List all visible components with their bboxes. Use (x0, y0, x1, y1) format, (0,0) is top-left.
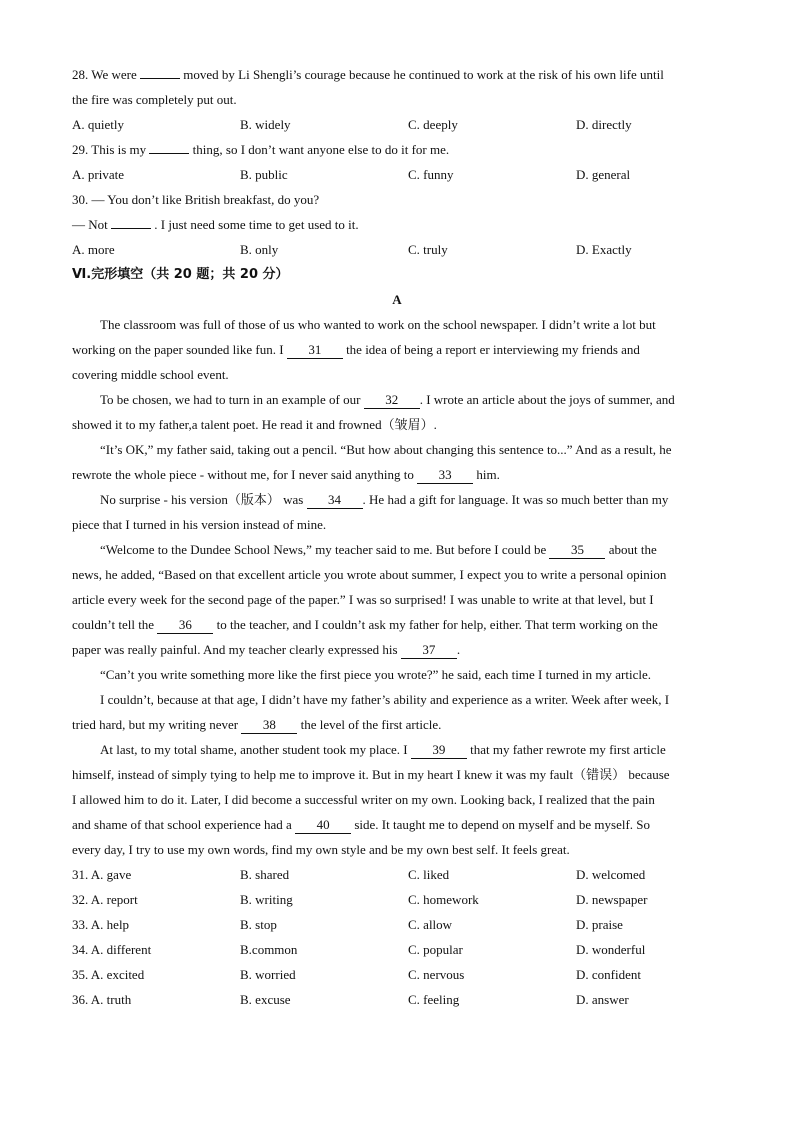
blank-36: 36 (157, 617, 213, 634)
option-b: B. writing (240, 892, 293, 907)
answer-row-31 (72, 862, 722, 887)
option-c: C. popular (408, 942, 463, 957)
passage-line: At last, to my total shame, another student took my place. I 39 that my father rewrote my first article (100, 742, 666, 757)
blank-40: 40 (295, 817, 351, 834)
question-30-reply: — Not . I just need some time to get used to it. (72, 217, 359, 232)
option-a: A. more (72, 242, 115, 257)
question-28-options (72, 112, 722, 137)
answer-row-32 (72, 887, 722, 912)
option-c: C. nervous (408, 967, 465, 982)
passage-line: To be chosen, we had to turn in an example of our 32 . I wrote an article about the joys of summer, and (100, 392, 675, 407)
passage-line: paper was really painful. And my teacher clearly expressed his 37 . (72, 642, 461, 657)
passage-line: news, he added, “Based on that excellent article you wrote about summer, I expect you to write a personal opinion (72, 567, 667, 582)
option-c: C. homework (408, 892, 479, 907)
blank-34: 34 (307, 492, 363, 509)
blank-39: 39 (411, 742, 467, 759)
option-b: B. excuse (240, 992, 291, 1007)
option-b: B. stop (240, 917, 277, 932)
answer-row-35 (72, 962, 722, 987)
option-a: 36. A. truth (72, 992, 132, 1007)
passage-line: and shame of that school experience had a 40 side. It taught me to depend on myself and be myself. So (72, 817, 651, 832)
option-c: C. liked (408, 867, 450, 882)
option-b: B. worried (240, 967, 296, 982)
passage-line: I allowed him to do it. Later, I did become a successful writer on my own. Looking back, I realized that the pain (72, 792, 655, 807)
answer-row-36 (72, 987, 722, 1012)
option-b: B. shared (240, 867, 290, 882)
option-a: 33. A. help (72, 917, 130, 932)
option-a: A. quietly (72, 117, 124, 132)
passage-line: tried hard, but my writing never 38 the level of the first article. (72, 717, 442, 732)
question-29-stem: 29. This is my thing, so I don’t want anyone else to do it for me. (72, 142, 450, 157)
passage-line: himself, instead of simply tying to help me to improve it. But in my heart I knew it was my fault（错误） because (72, 767, 670, 782)
option-c: C. funny (408, 167, 454, 182)
option-d: D. Exactly (576, 242, 632, 257)
passage-line: rewrote the whole piece - without me, for I never said anything to 33 him. (72, 467, 500, 482)
answer-row-33 (72, 912, 722, 937)
question-28-stem-cont: the fire was completely put out. (72, 92, 237, 107)
blank-32: 32 (364, 392, 420, 409)
option-d: D. general (576, 167, 631, 182)
passage-line: “Welcome to the Dundee School News,” my teacher said to me. But before I could be 35 about the (100, 542, 657, 557)
passage-line: “It’s OK,” my father said, taking out a pencil. “But how about changing this sentence to...” And as a result, he (100, 442, 672, 457)
option-d: D. welcomed (576, 867, 646, 882)
passage-line: couldn’t tell the 36 to the teacher, and I couldn’t ask my father for help, either. That term working on the (72, 617, 658, 632)
passage-line: article every week for the second page of the paper.” I was so surprised! I was unable to write at that level, but I (72, 592, 654, 607)
blank-37: 37 (401, 642, 457, 659)
question-30-stem: 30. — You don’t like British breakfast, do you? (72, 192, 320, 207)
option-d: D. wonderful (576, 942, 646, 957)
option-c: C. truly (408, 242, 448, 257)
option-d: D. praise (576, 917, 623, 932)
option-a: 31. A. gave (72, 867, 132, 882)
passage-line: I couldn’t, because at that age, I didn’t have my father’s ability and experience as a writer. Week after week, I (100, 692, 670, 707)
blank-33: 33 (417, 467, 473, 484)
answer-blank (140, 78, 180, 79)
option-a: A. private (72, 167, 124, 182)
option-c: C. deeply (408, 117, 458, 132)
passage-label: A (392, 292, 402, 307)
answer-row-34 (72, 937, 722, 962)
blank-31: 31 (287, 342, 343, 359)
question-28-stem: 28. We were moved by Li Shengli’s courage because he continued to work at the risk of his own life until (72, 67, 664, 82)
option-a: 34. A. different (72, 942, 152, 957)
section-heading: Ⅵ.完形填空（共 20 题；共 20 分） (72, 267, 289, 282)
exam-page (72, 62, 722, 1012)
answer-blank (111, 228, 151, 229)
answer-blank (149, 153, 189, 154)
option-b: B.common (240, 942, 298, 957)
passage-line: No surprise - his version（版本） was 34 . He had a gift for language. It was so much better than my (100, 492, 669, 507)
option-d: D. confident (576, 967, 641, 982)
question-29-options (72, 162, 722, 187)
option-a: 35. A. excited (72, 967, 145, 982)
blank-38: 38 (241, 717, 297, 734)
option-b: B. public (240, 167, 288, 182)
option-b: B. widely (240, 117, 291, 132)
blank-35: 35 (549, 542, 605, 559)
option-d: D. answer (576, 992, 629, 1007)
option-a: 32. A. report (72, 892, 138, 907)
option-c: C. allow (408, 917, 453, 932)
passage-line: covering middle school event. (72, 367, 229, 382)
option-b: B. only (240, 242, 279, 257)
passage-line: “Can’t you write something more like the first piece you wrote?” he said, each time I turned in my article. (100, 667, 651, 682)
option-c: C. feeling (408, 992, 460, 1007)
option-d: D. newspaper (576, 892, 648, 907)
passage-line: showed it to my father,a talent poet. He read it and frowned（皱眉）. (72, 417, 437, 432)
passage-line: every day, I try to use my own words, find my own style and be my own best self. It feels great. (72, 842, 570, 857)
passage-line: working on the paper sounded like fun. I 31 the idea of being a report er interviewing my friends and (72, 342, 640, 357)
passage-line: piece that I turned in his version instead of mine. (72, 517, 327, 532)
question-30-options (72, 237, 722, 262)
passage-line: The classroom was full of those of us who wanted to work on the school newspaper. I didn’t write a lot but (100, 317, 656, 332)
option-d: D. directly (576, 117, 632, 132)
